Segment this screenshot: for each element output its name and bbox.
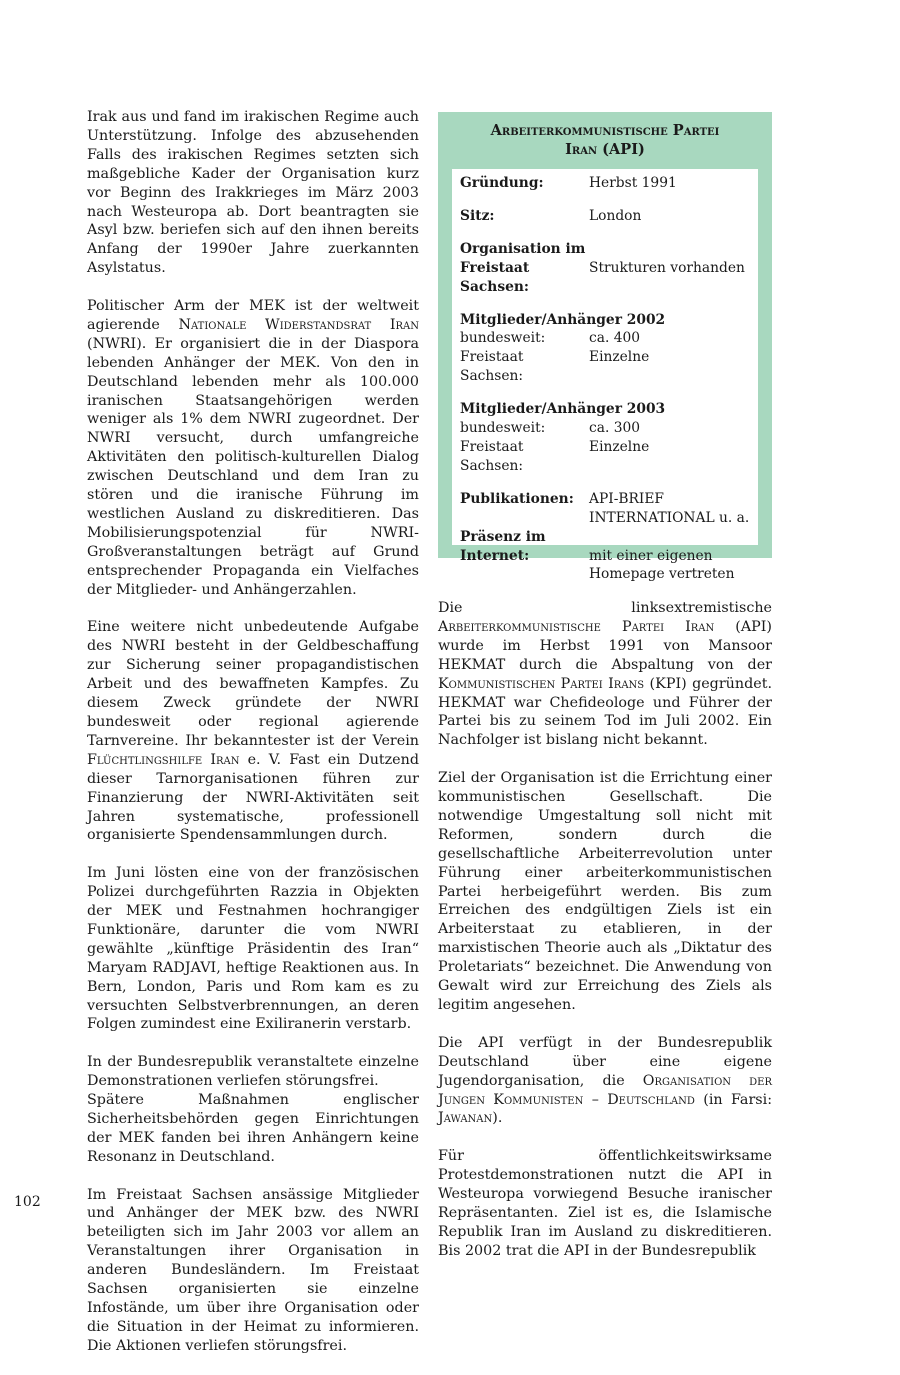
text-run: Politischer Arm der MEK ist der weltweit agierende xyxy=(87,298,419,333)
title-line: Iran (API) xyxy=(565,141,645,158)
value: Einzelne xyxy=(589,438,650,455)
text-run: e. V. Fast ein Dutzend dieser Tarnorganisationen führen zur Finanzierung der NWRI-Aktivitäten seit Jahren systematische, professionell organisierte Spendensammlungen durch. xyxy=(87,751,419,844)
paragraph xyxy=(438,1034,772,1129)
row-m2002-bund xyxy=(460,329,750,348)
section-heading: Mitglieder/Anhänger 2002 xyxy=(460,311,666,328)
label: Organisation im xyxy=(460,240,586,257)
label: Freistaat Sachsen: xyxy=(460,438,524,474)
organization-name: Organisation der Jungen Kommunisten – Deutschland xyxy=(438,1072,772,1108)
value xyxy=(589,490,750,528)
label: bundesweit: xyxy=(460,330,546,347)
value-line: Homepage vertreten xyxy=(589,566,735,583)
value: Einzelne xyxy=(589,349,650,366)
label: Internet: xyxy=(460,547,530,564)
paragraph xyxy=(87,618,419,845)
row-m2002-sachsen xyxy=(460,348,750,386)
value: Strukturen vorhanden xyxy=(589,259,745,276)
section-heading: Mitglieder/Anhänger 2003 xyxy=(460,401,666,418)
value-line: INTERNATIONAL u. a. xyxy=(589,509,750,526)
organization-name: Kommunistischen Partei Irans xyxy=(438,675,645,692)
paragraph: Irak aus und fand im irakischen Regime auch Unterstützung. Infolge des abzusehenden Falls des irakischen Regimes setzten sich maßgebliche Kader der Organisation kurz vor Beginn des Irakkrieges im März 2003 nach Westeuropa ab. Dort beantragten sie Asyl bzw. beriefen sich auf den ihnen bereits Anfang der 1990er Jahre zuerkannten Asylstatus. xyxy=(87,109,419,277)
text-run: (API) wurde im Herbst 1991 von Mansoor HEKMAT durch die Abspaltung von der xyxy=(438,618,772,673)
paragraph: In der Bundesrepublik veranstaltete einzelne Demonstrationen verliefen störungsfrei. xyxy=(87,1054,419,1090)
text-run: (in Farsi: xyxy=(694,1091,773,1108)
value: ca. 400 xyxy=(589,330,641,347)
info-box-table xyxy=(452,169,758,583)
text-run: (NWRI). Er organisiert die in der Diaspora lebenden Anhänger der MEK. Von den in Deutschland lebenden mehr als 100.000 iranischen Staatsangehörigen werden weniger als 1% dem NWRI zugeordnet. Der NWRI versucht, durch umfangreiche Aktivitäten den politisch-kulturellen Dialog zwischen Deutschland und dem Iran zu stören und die iranische Führung im westlichen Ausland zu diskreditieren. Das Mobilisierungspotenzial für NWRI-Großveranstaltungen beträgt auf Grund entsprechender Propaganda ein Vielfaches der Mitglieder- und Anhängerzahlen. xyxy=(87,335,419,598)
label: Gründung: xyxy=(460,175,544,191)
label: bundesweit: xyxy=(460,420,546,437)
row-m2003-sachsen xyxy=(460,438,750,476)
paragraph xyxy=(87,297,419,600)
value: ca. 300 xyxy=(589,420,641,437)
label: Präsenz im xyxy=(460,528,546,545)
label: Sitz: xyxy=(460,207,495,224)
value: London xyxy=(589,207,642,224)
info-box-title xyxy=(438,112,772,160)
row-internet xyxy=(460,547,750,585)
right-column xyxy=(438,599,772,1280)
paragraph: Spätere Maßnahmen englischer Sicherheitsbehörden gegen Einrichtungen der MEK fanden bei ihren Anhängern keine Resonanz in Deutschland. xyxy=(87,1092,419,1165)
paragraph: Für öffentlichkeitswirksame Protestdemonstrationen nutzt die API in Westeuropa vorwiegend Besuche iranischer Repräsentanten. Ziel ist es, die Islamische Republik Iran im Ausland zu diskreditieren. Bis 2002 trat die API in der Bundesrepublik xyxy=(438,1148,772,1259)
paragraph xyxy=(438,599,772,750)
row-organisation xyxy=(460,259,750,297)
paragraph: Im Juni lösten eine von der französischen Polizei durchgeführten Razzia in Objekten der MEK und Festnahmen hochrangiger Funktionäre, darunter die vom NWRI gewählte „künftige Präsidentin des Iran“ Maryam RADJAVI, heftige Reaktionen aus. In Bern, London, Paris und Rom kam es zu versuchten Selbstverbrennungen, an deren Folgen zumindest eine Exiliranerin verstarb. xyxy=(87,865,419,1033)
value xyxy=(589,547,750,585)
text-run: Eine weitere nicht unbedeutende Aufgabe des NWRI besteht in der Geldbeschaffung zur Sicherung seiner propagandistischen Arbeit und des bewaffneten Kampfes. Zu diesem Zweck gründete der NWRI bundesweit oder regional agierende Tarnvereine. Ihr bekanntester ist der Verein xyxy=(87,619,419,749)
text-run: Die API verfügt in der Bundesrepublik Deutschland über eine eigene Jugendorganisation, die xyxy=(438,1034,772,1089)
row-sitz xyxy=(460,207,750,226)
info-box xyxy=(438,112,772,583)
text-run: (KPI) gegründet. HEKMAT war Chefideologe und Führer der Partei bis zu seinem Tod im Juli 2002. Ein Nachfolger ist bislang nicht bekannt. xyxy=(438,675,772,749)
page-number: 102 xyxy=(14,1194,41,1210)
label: Freistaat Sachsen: xyxy=(460,349,524,385)
paragraph: Im Freistaat Sachsen ansässige Mitglieder und Anhänger der MEK bzw. des NWRI beteiligten sich im Jahr 2003 vor allem an Veranstaltungen ihrer Organisation in anderen Bundesländern. Im Freistaat Sachsen organisierten sie einzelne Infostände, um über ihre Organisation oder die Situation in der Heimat zu informieren. Die Aktionen verliefen störungsfrei. xyxy=(87,1186,419,1354)
label: Publikationen: xyxy=(460,490,574,507)
organization-name: Jawanan xyxy=(438,1110,493,1127)
left-column xyxy=(87,108,419,1375)
text-run: ). xyxy=(492,1110,503,1127)
organization-name: Flüchtlingshilfe Iran xyxy=(87,751,240,768)
paragraph: Ziel der Organisation ist die Errichtung einer kommunistischen Gesellschaft. Die notwendige Umgestaltung soll nicht mit Reformen, sondern durch die gesellschaftliche Arbeiterrevolution unter Führung einer arbeiterkommunistischen Partei herbeigeführt werden. Bis zum Erreichen des endgültigen Ziels ist ein Arbeiterstaat zu etablieren, in der marxistischen Theorie auch als „Diktatur des Proletariats“ bezeichnet. Die Anwendung von Gewalt wird zur Erreichung des Ziels als legitim angesehen. xyxy=(438,770,772,1014)
row-gruendung xyxy=(460,174,750,193)
label: Freistaat Sachsen: xyxy=(460,259,530,295)
value: Herbst 1991 xyxy=(589,175,677,191)
row-publikationen xyxy=(460,490,750,528)
organization-name: Arbeiterkommunistische Partei Iran xyxy=(438,618,715,635)
row-m2003-bund xyxy=(460,419,750,438)
title-line: Arbeiterkommunistische Partei xyxy=(490,122,720,139)
organization-name: Nationale Widerstandsrat Iran xyxy=(178,316,419,333)
value-line: API-BRIEF xyxy=(589,490,664,507)
text-run: Die linksextremistische xyxy=(438,600,772,616)
value-line: mit einer eigenen xyxy=(589,547,713,564)
